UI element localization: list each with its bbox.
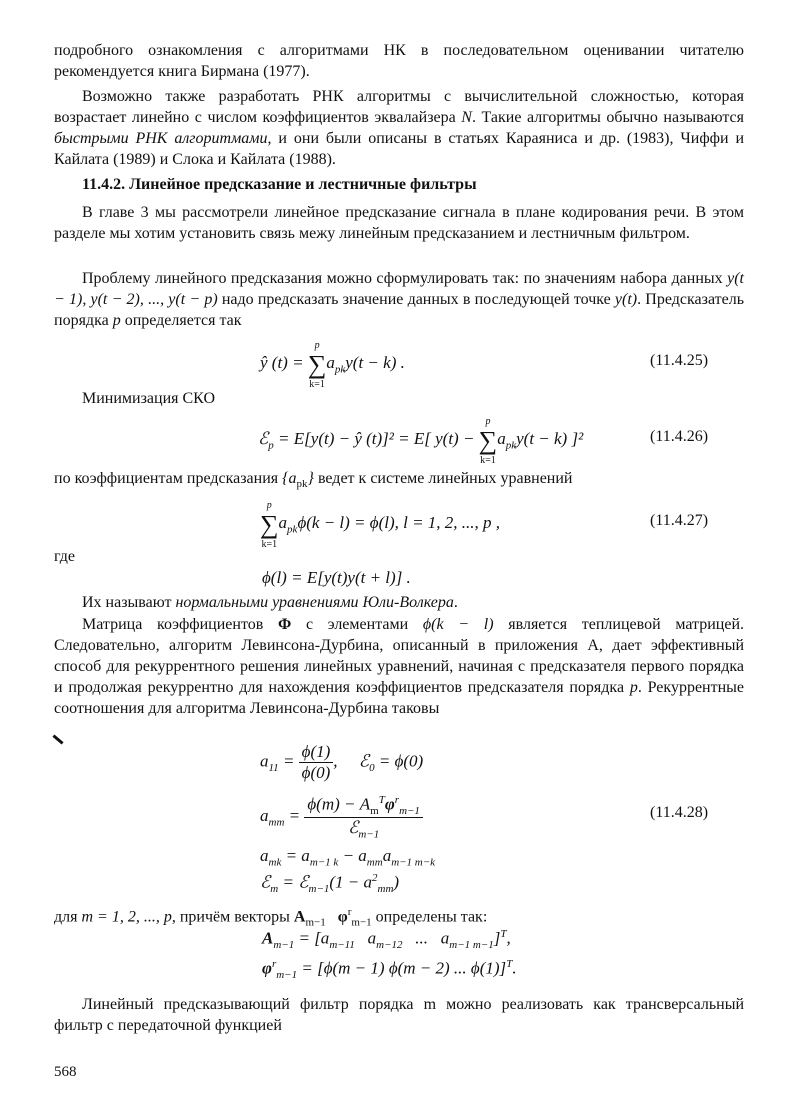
paragraph-intro: подробного ознакомления с алгоритмами НК в последовательном оценивании читателю рекомендуется книга Бирмана (1977). bbox=[54, 42, 744, 80]
paragraph-yule-walker: Их называют нормальными уравнениями Юли-Волкера. bbox=[82, 594, 458, 611]
equation-label-27: (11.4.27) bbox=[650, 512, 709, 529]
equation-11-4-25: ŷ (t) = p ∑ k=1 $a_{pk}y(t - k)$ . bbox=[260, 340, 405, 390]
paragraph-coefficients: по коэффициентам предсказания $\{a_{pk}\}$ ведет к системе линейных уравнений bbox=[54, 470, 573, 491]
equation-label-25: (11.4.25) bbox=[650, 352, 709, 369]
minimization-label: Минимизация СКО bbox=[82, 390, 216, 407]
margin-mark bbox=[52, 734, 63, 744]
paragraph-levinson: Матрица коэффициентов Φ с элементами ϕ(k − l) является теплицевой матрицей. Следовательно, алгоритм Левинсона-Дурбина, описанный в приложения А, дает эффективный способ для рекуррентного решения линейных уравнений, начиная с предсказателя первого порядка и продолжая рекуррентно для нахождения коэффициентов предсказателя порядка p. Рекуррентные соотношения для алгоритма Левинсона-Дурбина таковы bbox=[54, 616, 745, 717]
equation-phi-vector: $\varphi^r_{m-1} = [\phi(m - 1) \phi(m - 2)$ ... ϕ(1)]$^T$. bbox=[262, 958, 517, 982]
equation-amk: $a_{mk} = a_{m-1 k} - a_{mm}a_{m-1 m-k}$ bbox=[260, 846, 436, 869]
paragraph-transversal: Линейный предсказывающий фильтр порядка m можно реализовать как трансверсальный фильтр с передаточной функцией bbox=[54, 996, 744, 1034]
equation-amm: $a_{mm}$ = $\frac{\phi(m) - A_m^T\varphi^r_{m-1}}{ℰ_{m-1}}$ bbox=[260, 794, 423, 840]
paragraph-chapter3: В главе 3 мы рассмотрели линейное предсказание сигнала в плане кодирования речи. В этом разделе мы хотим установить связь межу линейным предсказанием и лестничным фильтром. bbox=[54, 204, 744, 242]
page-number: 568 bbox=[54, 1064, 77, 1080]
equation-11-4-27: p ∑ k=1 $a_{pk}\phi(k - l) = \phi(l)$, l = 1, 2, ..., p , bbox=[260, 500, 501, 550]
equation-phi-definition: ϕ(l) = E[y(t)y(t + l)] . bbox=[262, 568, 411, 587]
equation-em: ℰ$_m$ = ℰ$_{m-1}$(1 − $a^2_{mm}$) bbox=[260, 872, 400, 896]
equation-A-vector: $A_{m-1} = [a_{m-11}$ $a_{m-12}$ ... $a_{m-1 m-1}]^T$, bbox=[262, 928, 511, 952]
equation-label-26: (11.4.26) bbox=[650, 428, 709, 445]
where-label: где bbox=[54, 548, 76, 565]
paragraph-vectors: для m = 1, 2, ..., p, причём векторы $A_{m-1}$ $\varphi^r_{m-1}$ определены так: bbox=[54, 906, 488, 929]
equation-a11: $a_{11}$ = $\frac{\phi(1)}{\phi(0)}$ , ℰ$_0$ = ϕ(0) bbox=[260, 742, 424, 782]
paragraph-problem: Проблему линейного предсказания можно сформулировать так: по значениям набора данных y(t − 1), y(t − 2), ..., y(t − p) надо предсказать значение данных в последующей точке y(t). Предсказатель порядка p определяется так bbox=[54, 270, 745, 329]
section-heading: 11.4.2. Линейное предсказание и лестничные фильтры bbox=[82, 176, 477, 193]
equation-11-4-26: ℰ$_p$ = E[y(t) − ŷ (t)]² = E[ y(t) − p ∑ k=1 $a_{pk}y(t - k)$ ]² bbox=[258, 416, 584, 466]
equation-label-28: (11.4.28) bbox=[650, 804, 709, 821]
paragraph-fast-rls: Возможно также разработать РНК алгоритмы с вычислительной сложностью, которая возрастает линейно с числом коэффициентов эквалайзера N. Такие алгоритмы обычно называются быстрыми РНК алгоритмами, и они были описаны в статьях Караяниса и др. (1983), Чиффи и Кайлата (1989) и Слока и Кайлата (1988). bbox=[54, 88, 745, 168]
